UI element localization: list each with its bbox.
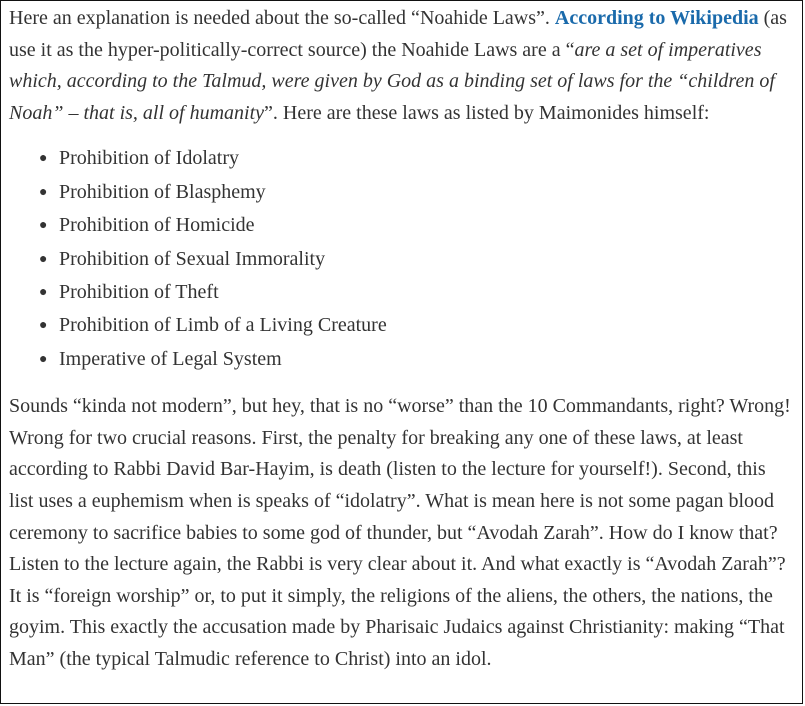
- article-body: [1, 1, 802, 676]
- intro-outro-text: ”. Here are these laws as listed by Maimonides himself:: [264, 101, 710, 124]
- intro-text: Here an explanation is needed about the so-called “Noahide Laws”.: [9, 7, 555, 29]
- bullet-icon: ●: [39, 151, 48, 167]
- law-list-item: [39, 176, 794, 209]
- law-list-item: [39, 243, 794, 276]
- law-label: Prohibition of Limb of a Living Creature: [59, 314, 387, 337]
- law-list-item: [39, 142, 794, 175]
- noahide-laws-list: [9, 142, 794, 376]
- bullet-icon: ●: [39, 184, 48, 200]
- law-label: Prohibition of Theft: [59, 281, 219, 303]
- law-list-item: [39, 343, 794, 376]
- bullet-icon: ●: [39, 351, 48, 367]
- law-label: Prohibition of Sexual Immorality: [59, 247, 326, 270]
- law-label: Prohibition of Idolatry: [59, 147, 239, 170]
- bullet-icon: ●: [39, 285, 48, 300]
- body-paragraph: Sounds “kinda not modern”, but hey, that is no “worse” than the 10 Commandants, right? Wrong! Wrong for two crucial reasons. First, the penalty for breaking any one of these laws, at least according to Rabbi David Bar-Hayim, is death (listen to the lecture for yourself!). Second, this list uses a euphemism when is speaks of “idolatry”. What is mean here is not some pagan blood ceremony to sacrifice babies to some god of thunder, but “Avodah Zarah”. How do I know that? Listen to the lecture again, the Rabbi is very clear about it. And what exactly is “Avodah Zarah”? It is “foreign worship” or, to put it simply, the religions of the aliens, the others, the nations, the goyim. This exactly the accusation made by Pharisaic Judaics against Christianity: making “That Man” (the typical Talmudic reference to Christ) into an idol.: [9, 395, 791, 670]
- wikipedia-quote: are a set of imperatives which, according to the Talmud, were given by God as a binding set of laws for the “children of Noah” – that is, all of humanity: [9, 38, 775, 124]
- bullet-icon: ●: [39, 218, 48, 234]
- intro-paragraph: [9, 3, 794, 129]
- bullet-icon: ●: [39, 251, 48, 267]
- law-label: Prohibition of Blasphemy: [59, 180, 266, 203]
- law-label: Imperative of Legal System: [59, 347, 282, 370]
- law-list-item: [39, 309, 794, 342]
- law-list-item: [39, 209, 794, 242]
- law-label: Prohibition of Homicide: [59, 214, 255, 237]
- wikipedia-link[interactable]: According to Wikipedia: [554, 7, 759, 29]
- bullet-icon: ●: [39, 318, 48, 334]
- law-list-item: [39, 276, 794, 309]
- after-link-text: (as use it as the hyper-politically-correct source) the Noahide Laws are a “: [9, 7, 787, 61]
